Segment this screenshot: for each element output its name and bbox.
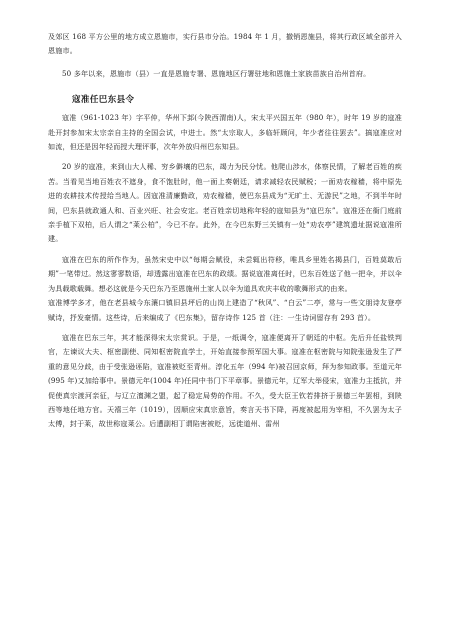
body-paragraph-3: 寇准在巴东的所作作为，虽然宋史中以“每期会赋役，未尝辄出符移，唯具乡里姓名揭县门，百姓莫敢后期”一笔带过。然这寥寥数语，却透露出寇准在巴东的政绩。据说寇准离任时，巴东百姓送了他一把伞，并以伞为具载歌载舞。想必这就是今天巴东乃至恩施州土家人以伞为道具欢庆丰收的歌舞形式的由来。 bbox=[48, 254, 402, 293]
intro-paragraph-1: 及郊区 168 平方公里的地方成立恩施市，实行县市分治。1984 年 1 月，撤销恩施县，将其行政区域全部并入恩施市。 bbox=[48, 32, 402, 56]
body-paragraph-5: 寇准在巴东三年，其才能深得宋太宗赏识。于是，一纸调令，寇准便离开了朝廷的中枢。先后升任盐铁判官，左谏议大夫、枢密副使、同知枢密院直学士，开始直接参预军国大事。寇准在枢密院与知院张逊发生了严重的意见分歧，由于受张逊诬陷，寇准被贬至青州。淳化五年（994 年)被召回京师，拜为参知政事。至道元年(995 年)又加给事中。景德元年(1004 年)任同中书门下平章事。景德元年，辽军大举侵宋，寇准力主抵抗，并促使真宗渡河亲征，与辽立澶渊之盟，起了稳定局势的作用。不久，受大臣王钦若排挤于景德三年罢相，到陕西等地任地方官。天禧三年（1019），因顺应宋真宗意旨，奏言天书下降，再度被起用为宰相，不久罢为太子太傅，封于莱，故世称寇莱公。后遭副相丁谓陷害被贬，远徙道州、雷州 bbox=[48, 332, 402, 429]
intro-paragraph-2: 50 多年以来，恩施市（县）一直是恩施专署、恩施地区行署驻地和恩施土家族苗族自治州首府。 bbox=[62, 68, 371, 78]
section-title: 寇准任巴东县令 bbox=[72, 95, 135, 106]
body-paragraph-2: 20 岁的寇准，来到山大人稀、穷乡僻壤的巴东，竭力为民分忧。他爬山涉水，体察民情，了解老百姓的疾苦。当看见当地百姓衣不遮身，食不饱肚时，他一面上奏朝廷，请求减轻农民赋税；一面劝农稼穑，将中原先进的农耕技术传授给当地人。因寇准清廉勤政，劝农稼穑，使巴东县成为“无旷土、无游民”之地，不到半年时间，巴东县就政通人和、百业兴旺、社会安定。老百姓亲切地称年轻的寇知县为“寇巴东”。寇准还在衙门庭前亲手植下双柏，后人谓之“莱公柏”，今已不存。此外，在今巴东野三关镇有一处“劝农亭”建筑遗址据说寇准所建。 bbox=[48, 162, 402, 244]
body-paragraph-4: 寇准博学多才，他在老县城今东瀼口镇旧县坪后的山岗上建造了“秋风”、“白云”二亭，常与一些文朋诗友登亭赋诗，抒发豪情。这些诗，后来编成了《巴东集》，留存诗作 125 首（注：一生诗词留存有 293 首）。 bbox=[48, 298, 402, 322]
body-paragraph-1: 寇准（961-1023 年）字平仲，华州下邽(今陕西渭南)人，宋太平兴国五年（980 年），时年 19 岁的寇准赴开封参加宋太宗亲自主持的全国会试，中进士。然“太宗取人，多临轩顾问，年少者往往罢去”。搞寇准应对如流，但还是因年轻而授大理评事，次年外放归州巴东知县。 bbox=[48, 113, 402, 152]
